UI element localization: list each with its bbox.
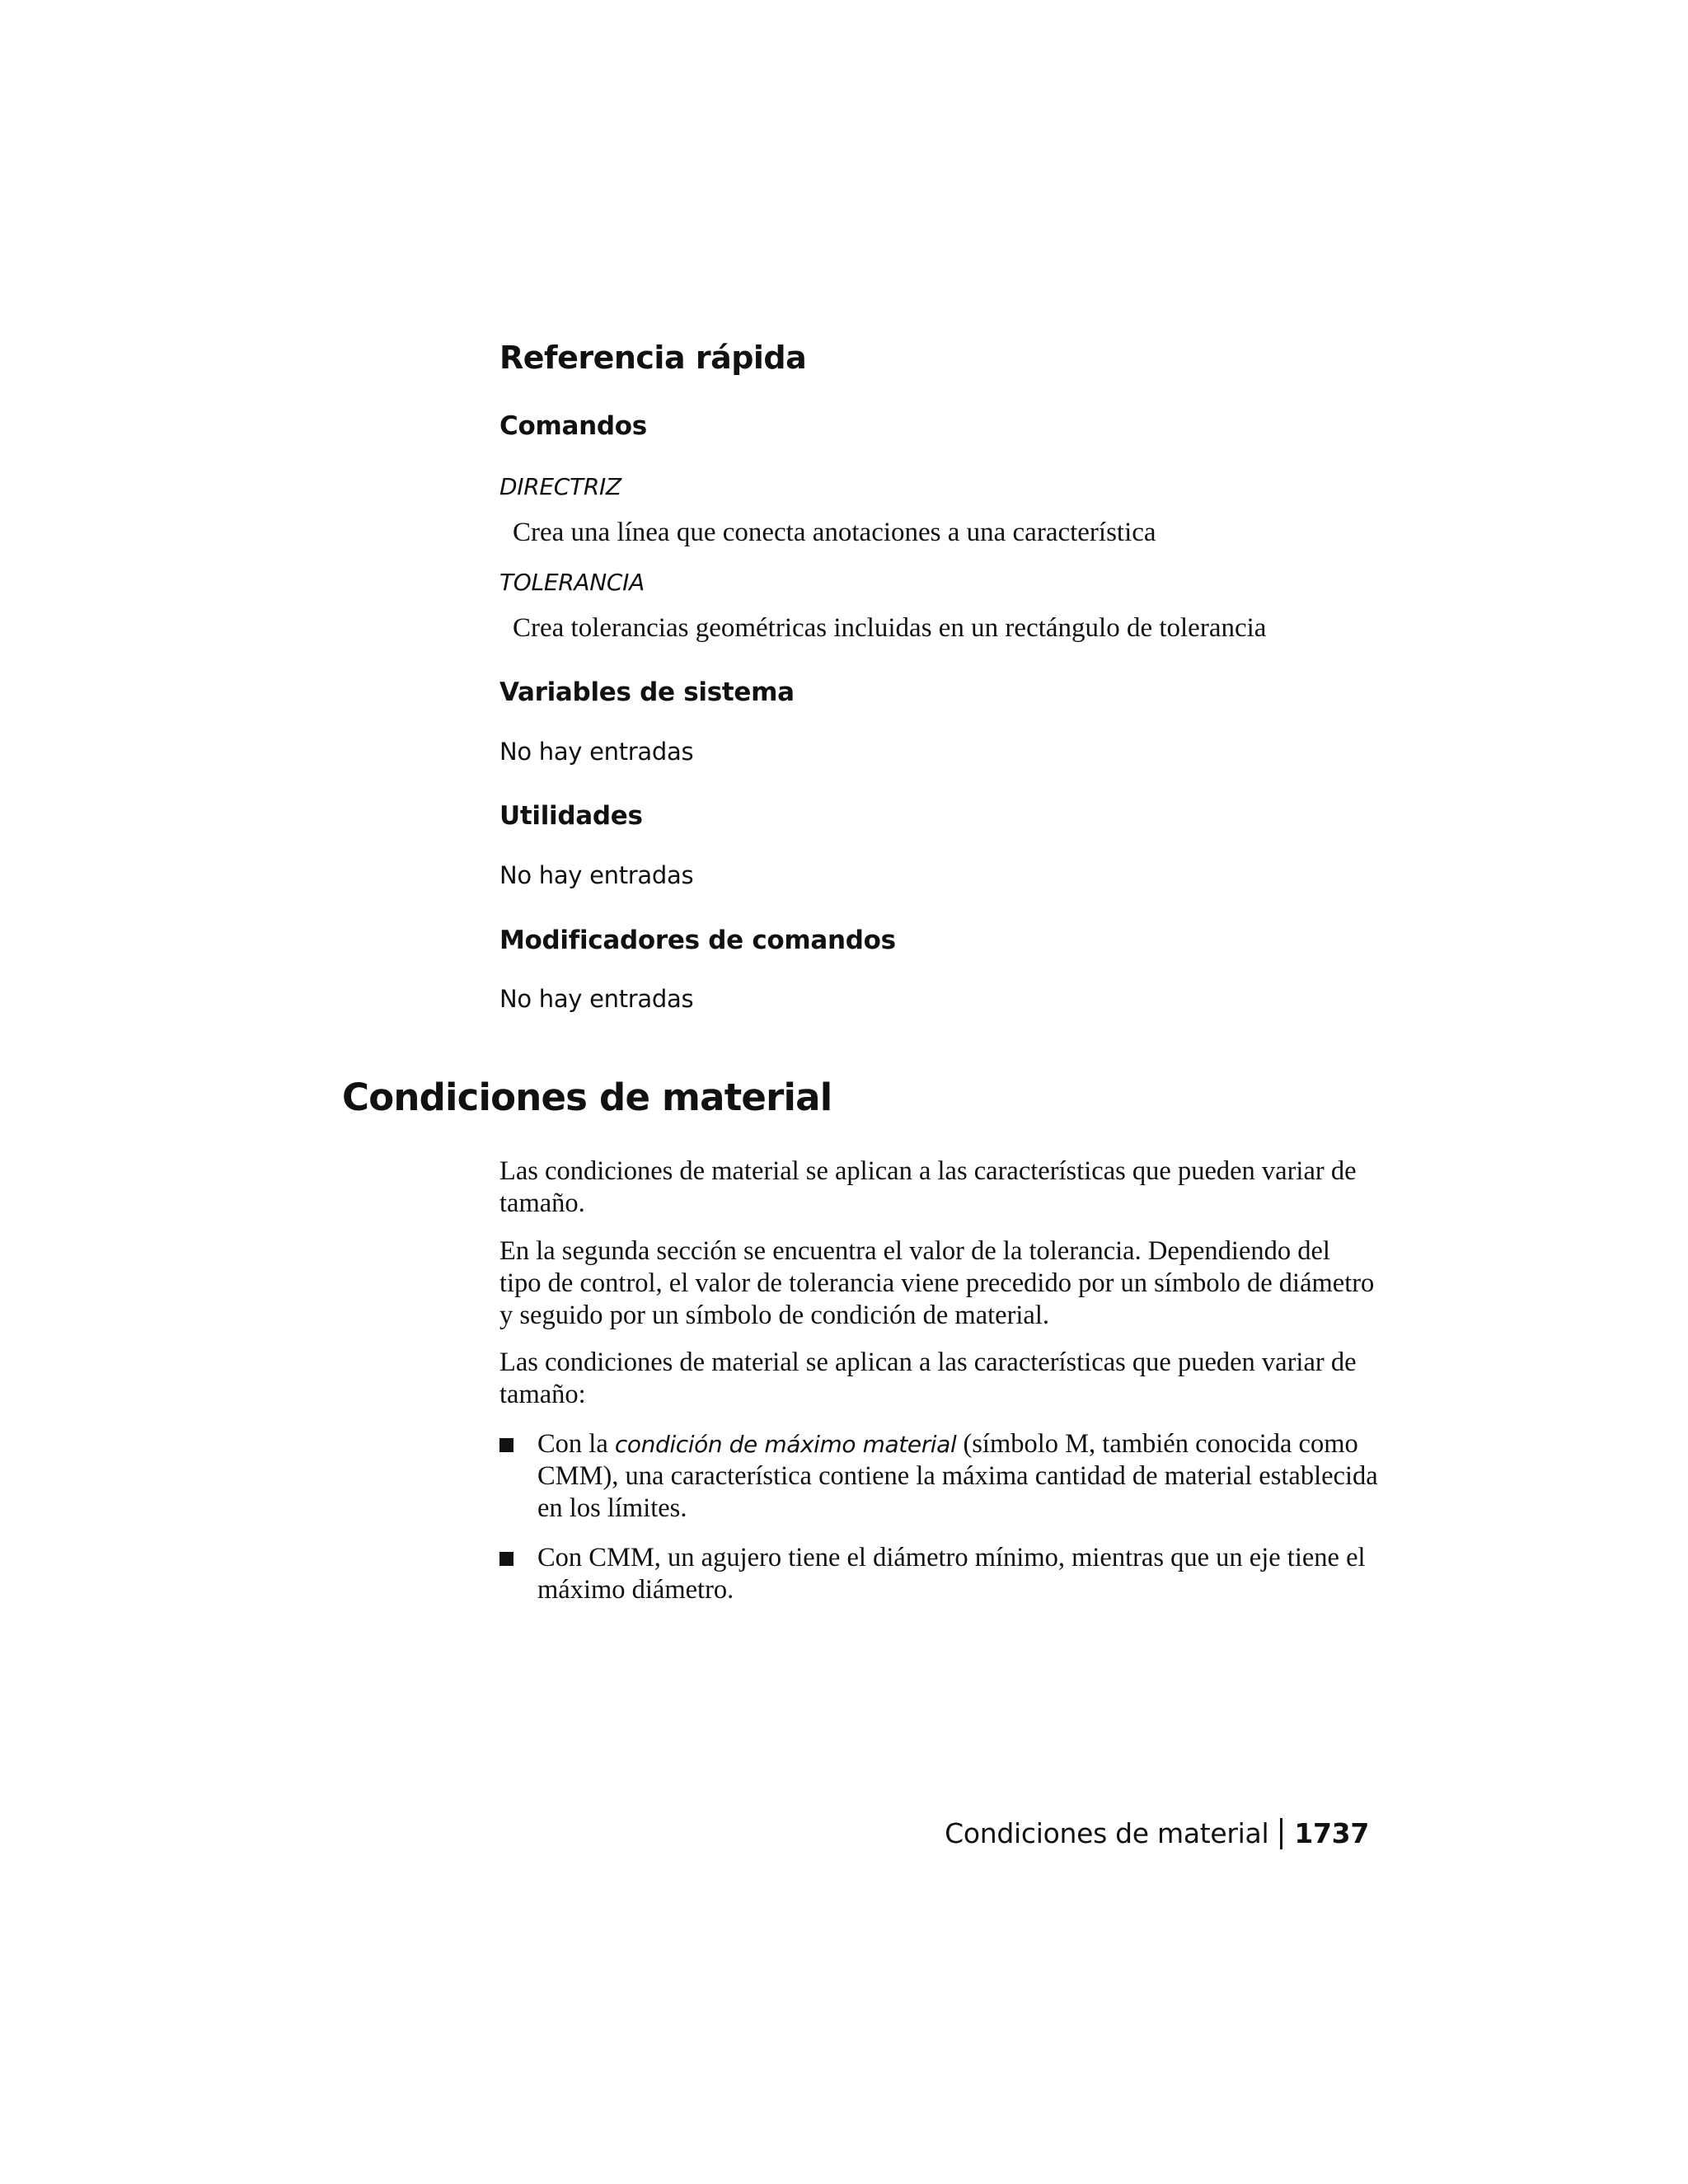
paragraph: Las condiciones de material se aplican a las características que pueden variar de tamaño.	[499, 1156, 1357, 1218]
command-description-directriz: Crea una línea que conecta anotaciones a una característica	[513, 518, 1156, 547]
list-item-text: Con la condición de máximo material (símbolo M, también conocida como CMM), una característica contiene la máxima cantidad de material establecida en los límites.	[537, 1429, 1378, 1523]
paragraph: En la segunda sección se encuentra el valor de la tolerancia. Dependiendo del tipo de control, el valor de tolerancia viene precedido por un símbolo de diámetro y seguido por un símbolo de condición de material.	[499, 1236, 1375, 1330]
page-number: 1737	[1294, 1817, 1369, 1849]
commands-heading: Comandos	[499, 411, 647, 441]
square-bullet-icon	[499, 1552, 513, 1566]
section-title: Condiciones de material	[342, 1076, 832, 1119]
command-name-directriz: DIRECTRIZ	[499, 473, 621, 500]
quick-reference-heading: Referencia rápida	[499, 340, 807, 376]
utilities-heading: Utilidades	[499, 801, 643, 831]
system-variables-heading: Variables de sistema	[499, 677, 795, 707]
page-footer	[824, 1817, 1369, 1849]
paragraph: Las condiciones de material se aplican a las características que pueden variar de tamaño:	[499, 1347, 1357, 1409]
footer-section-name: Condiciones de material	[945, 1817, 1269, 1849]
list-item-text: Con CMM, un agujero tiene el diámetro mínimo, mientras que un eje tiene el máximo diámetro.	[537, 1543, 1366, 1605]
command-modifiers-text: No hay entradas	[499, 985, 694, 1013]
square-bullet-icon	[499, 1438, 513, 1452]
utilities-text: No hay entradas	[499, 861, 694, 889]
system-variables-text: No hay entradas	[499, 738, 694, 766]
command-description-tolerancia: Crea tolerancias geométricas incluidas en un rectángulo de tolerancia	[513, 613, 1267, 643]
italic-term: condición de máximo material	[614, 1431, 957, 1458]
command-name-tolerancia: TOLERANCIA	[499, 569, 645, 596]
footer-divider	[1280, 1818, 1282, 1849]
command-modifiers-heading: Modificadores de comandos	[499, 926, 896, 955]
